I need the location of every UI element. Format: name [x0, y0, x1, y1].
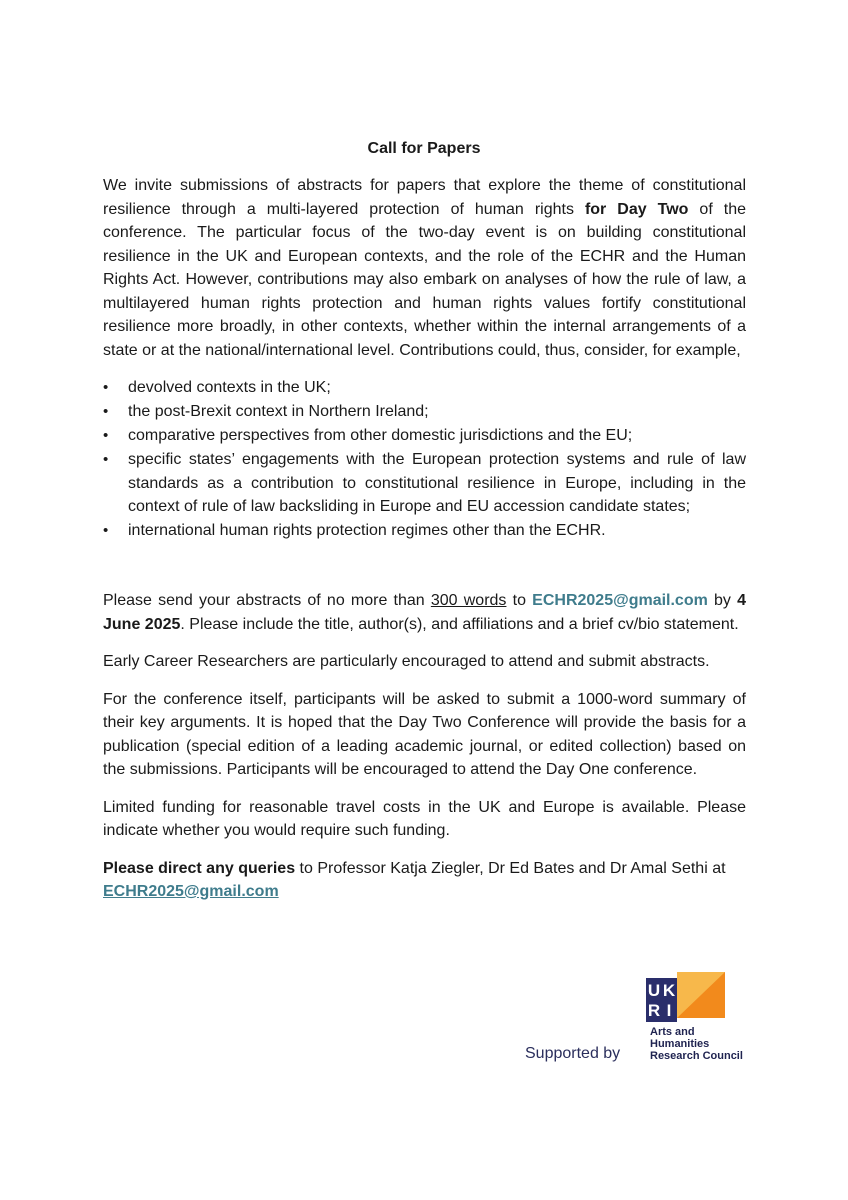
queries-text: to Professor Katja Ziegler, Dr Ed Bates and Dr Amal Sethi at	[295, 859, 726, 877]
intro-paragraph	[103, 174, 746, 362]
submission-text-1: Please send your abstracts of no more than	[103, 592, 431, 609]
submission-paragraph	[103, 589, 746, 636]
list-item: • specific states’ engagements with the European protection systems and rule of law standards as a contribution to constitutional resilience in Europe, including in the context of rule of law backsliding in Europe and EU accession candidate states;	[103, 448, 746, 519]
list-item: • comparative perspectives from other domestic jurisdictions and the EU;	[103, 424, 746, 448]
council-line: Arts and	[650, 1026, 695, 1038]
logo-letter: R	[647, 1001, 661, 1020]
logo-letter: I	[666, 1001, 672, 1020]
council-line: Humanities	[650, 1038, 710, 1050]
intro-text-1: We invite submissions of abstracts for papers that explore the theme of constitutional resilience through a multi-layered protection of human rights	[103, 177, 746, 218]
submission-text-3: by	[707, 592, 738, 609]
submission-email-link[interactable]: ECHR2025@gmail.com	[532, 592, 708, 609]
submission-text-2: to	[506, 592, 533, 609]
intro-text-2: of the conference. The particular focus of the two-day event is on building constitutional resilience in the UK and European contexts, and the role of the ECHR and the Human Rights Act. However, contributions may also embark on analyses of how the rule of law, a multilayered human rights protection and human rights values fortify constitutional resilience more broadly, in other contexts, whether within the internal arrangements of a state or at the national/international level. Contributions could, thus, consider, for example,	[103, 200, 747, 359]
summary-paragraph: For the conference itself, participants will be asked to submit a 1000-word summary of their key arguments. It is hoped that the Day Two Conference will provide the basis for a publication (special edition of a leading academic journal, or edited collection) based on the submissions. Participants will be encouraged to attend the Day One conference.	[103, 690, 746, 778]
council-line: Research Council	[650, 1050, 743, 1062]
council-name	[650, 1026, 743, 1062]
page-title: Call for Papers	[367, 140, 481, 157]
logo-letter: U	[647, 981, 661, 1000]
deadline: 4 June 2025	[103, 592, 747, 633]
word-limit: 300 words	[430, 592, 507, 609]
queries-email-link[interactable]: ECHR2025@gmail.com	[103, 883, 279, 900]
intro-bold: for Day Two	[584, 200, 689, 218]
logo-letter: K	[662, 981, 676, 1000]
submission-text-4: . Please include the title, author(s), and affiliations and a brief cv/bio statement.	[180, 615, 739, 633]
funding-paragraph: Limited funding for reasonable travel costs in the UK and Europe is available. Please indicate whether you would require such funding.	[103, 798, 746, 839]
list-item: • devolved contexts in the UK;	[103, 376, 746, 400]
document-body	[103, 174, 746, 904]
topics-list	[103, 376, 746, 543]
supported-by-label: Supported by	[525, 1045, 621, 1062]
queries-paragraph	[103, 857, 746, 904]
list-item: • international human rights protection regimes other than the ECHR.	[103, 519, 746, 543]
early-career-paragraph: Early Career Researchers are particularly encouraged to attend and submit abstracts.	[103, 653, 710, 670]
queries-bold: Please direct any queries	[103, 859, 296, 877]
list-item: • the post-Brexit context in Northern Ireland;	[103, 400, 746, 424]
